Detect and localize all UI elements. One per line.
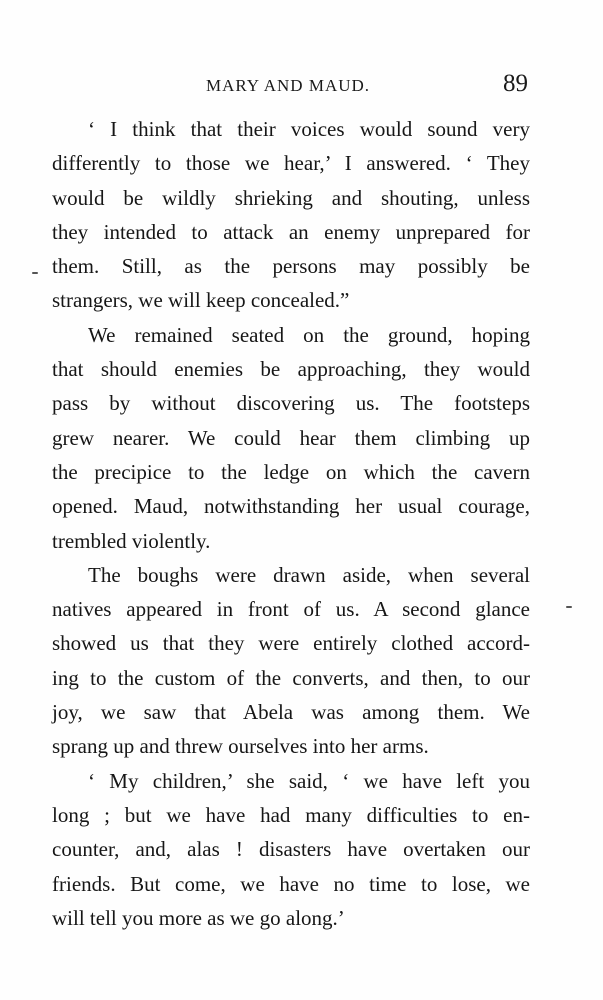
page-number: 89 xyxy=(503,70,528,97)
text-line: them. Still, as the persons may possibly be xyxy=(52,254,530,279)
text-line: grew nearer. We could hear them climbing up xyxy=(52,425,530,450)
text-line: the precipice to the ledge on which the cavern xyxy=(52,459,530,484)
text-line: counter, and, alas ! disasters have overtaken our xyxy=(52,837,530,862)
text-line: differently to those we hear,’ I answered. ‘ They xyxy=(52,151,530,176)
text-line: strangers, we will keep concealed.” xyxy=(52,288,350,313)
text-line: ‘ I think that their voices would sound very xyxy=(88,117,530,141)
text-line: natives appeared in front of us. A second glance xyxy=(52,597,530,622)
text-line: would be wildly shrieking and shouting, unless xyxy=(52,185,530,210)
running-title: MARY AND MAUD. xyxy=(206,76,371,95)
text-line: opened. Maud, notwithstanding her usual courage, xyxy=(52,494,530,519)
text-line: ing to the custom of the converts, and then, to our xyxy=(52,665,530,690)
print-speck xyxy=(566,606,572,608)
text-line: showed us that they were entirely clothed accord- xyxy=(52,631,530,656)
text-line: friends. But come, we have no time to lose, we xyxy=(52,871,530,896)
text-line: trembled violently. xyxy=(52,528,211,553)
text-line: We remained seated on the ground, hoping xyxy=(88,322,530,347)
text-line: pass by without discovering us. The footsteps xyxy=(52,391,530,416)
text-line: they intended to attack an enemy unprepared for xyxy=(52,219,530,244)
text-line: sprang up and threw ourselves into her arms. xyxy=(52,734,429,759)
text-line: joy, we saw that Abela was among them. We xyxy=(52,700,530,725)
print-speck xyxy=(32,272,38,274)
text-line: ‘ My children,’ she said, ‘ we have left you xyxy=(88,768,530,793)
text-line: The boughs were drawn aside, when several xyxy=(88,562,530,587)
body-text xyxy=(52,112,530,935)
running-head xyxy=(0,70,603,100)
text-line: that should enemies be approaching, they would xyxy=(52,357,530,382)
text-line: will tell you more as we go along.’ xyxy=(52,905,345,930)
text-line: long ; but we have had many difficulties to en- xyxy=(52,802,530,827)
